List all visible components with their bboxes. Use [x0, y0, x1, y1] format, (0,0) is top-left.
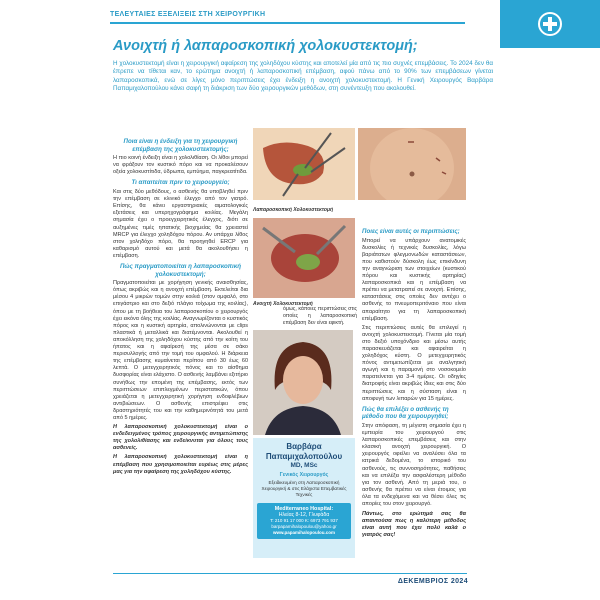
- question-indication: Ποια είναι η ένδειξη για τη χειρουργική επέμβαση της χολοκυστεκτομής;: [123, 138, 238, 153]
- left-column: [113, 135, 248, 478]
- closing-statement: Πάντως, στο ερώτημά σας θα απαντούσα πως η καλύτερη μέθοδος είναι αυτή που έχει πολύ καλά ο γιατρός σας!: [362, 511, 466, 539]
- section-tag: ΤΕΛΕΥΤΑΙΕΣ ΕΞΕΛΙΞΕΙΣ ΣΤΗ ΧΕΙΡΟΥΡΓΙΚΗ: [110, 11, 266, 18]
- answer-cases: Μπορεί να υπάρχουν ανατομικές δυσκολίες ή τεχνικές δυσκολίες, λόγω βαριάτατων φλεγμονωδών καταστάσεων, που καθιστούν δύσκολη έως επικίνδυνη την αναγνώριση των στοιχείων (κυστικού πόρου και κυστικής αρτηρίας) λαπαροσκοπικά και η επέμβαση να πρέπει να μετατραπεί σε ανοιχτή. Επίσης, καταστάσεις στις οποίες δεν αντέχει ο ασθενής το πνευμοπεριτόναιο που είναι απαραίτητο για τη λαπαροσκοπική επέμβαση.: [362, 237, 466, 322]
- doctor-role: Γενικός Χειρουργός: [279, 472, 329, 478]
- article-title: Ανοιχτή ή λαπαροσκοπική χολοκυστεκτομή;: [113, 38, 418, 54]
- issue-date: ΔΕΚΕΜΒΡΙΟΣ 2024: [397, 578, 468, 585]
- footer-rule: [113, 573, 467, 574]
- answer-indication: Η πιο κοινή ένδειξη είναι η χολολιθίαση. Οι λίθοι μπορεί να φράξουν τον κυστικό πόρο και να προκαλέσουν οξεία χολοκυστίτιδα, ύδρωπα, εμπύημα, παγκρεατίτιδα.: [113, 155, 248, 176]
- open-surgery-illustration: [253, 218, 355, 298]
- medical-cross-icon: [500, 0, 600, 48]
- doctor-contact: [257, 503, 351, 539]
- answer-laparoscopic: Πραγματοποιείται με χορήγηση γενικής αναισθησίας, όπως ακριβώς και η ανοιχτή επέμβαση. Εκτελείται δια μέσου 4 μικρών τομών στην κοιλιά (στον ομφαλό, στο επιγάστριο και στο δεξιό πλάγιο τοίχωμα της κοιλίας), όπου με τη βοήθεια του λαπαροσκοπίου ο χειρουργός έχει εικόνα όλης της κοιλίας. Αναγνωρίζονται ο κυστικός πόρος και η κυστική αρτηρία, απολινώνονται με clips πλαστικά ή μεταλλικά και διατέμνονται. Ακολουθεί η αποκόλληση της χοληδόχου κύστης από την κοίτη του ήπατος και η αφαίρεσή της μέσα σε σάκο περισυλλογής από την τομή του ομφαλού. Η διάρκεια της επέμβασης κυμαίνεται περίπου από 30 έως 60 λεπτά. Ο μετεγχειρητικός πόνος και το αίσθημα δυσφορίας είναι ελάχιστο. Ο ασθενής λαμβάνει εξιτήριο συνήθως την επομένη της επέμβασης, εκτός των περιπτώσεων επιπλεγμένων περιστατικών, όπου χρειάζεται η μετεγχειρητική χορήγηση ενδοφλέβιων αντιβιώσεων. Ο ασθενής επιστρέφει στις δραστηριότητές του και την καθημερινότητά του μετά από 5 ημέρες.: [113, 280, 248, 421]
- section-tag-rule: [110, 22, 465, 24]
- question-preop: Τι απαιτείται πριν το χειρουργείο;: [131, 179, 230, 187]
- phone-line: T: 210 91 17 000 K: 6973 791 937: [270, 518, 338, 523]
- answer-choice: Στην απόφαση, τη μέγιστη σημασία έχει η εμπειρία του χειρουργού στις λαπαροσκοπικές επεμβάσεις και στην κλασική ανοιχτή χειρουργική. Ο χειρουργός οφείλει να αναλύσει όλα τα ιατρικά δεδομένα, το ιστορικό του ασθενούς, τις συννοσηρότητες, παθήσεις και να επιλέξει την ασφαλέστερη μέθοδο για τον ασθενή. Από τη μεριά του, ο ασθενής θα πρέπει να είναι έτοιμος για όλα τα ενδεχόμενα και να θέσει όλες τις απορίες του στον χειρουργό.: [362, 422, 466, 507]
- mid-column-text: όμως, κάποιες περιπτώσεις στις οποίες η λαπαροσκοπική επέμβαση δεν είναι εφικτή.: [283, 306, 357, 326]
- answer-preop: Και στις δύο μεθόδους, ο ασθενής θα υποβληθεί πριν την επέμβαση σε κλινικό έλεγχο από τον γιατρό. Επίσης, θα κάνει εργαστηριακές αιματολογικές εξετάσεις και υπερηχογράφημα κοιλίας. Μεγάλη σημασία έχει ο προεγχειρητικός έλεγχος, διότι σε αυξημένες τιμές ηπατικής βιοχημείας θα χρειαστεί MRCP για έλεγχο χοληδόχου πόρου. Αν υπάρχει λίθος στον χοληδόχο πόρο, θα προηγηθεί ERCP για καθαρισμό αυτού και μετά θα ακολουθήσει η επέμβαση.: [113, 189, 248, 259]
- right-column: [362, 225, 466, 541]
- answer-laparoscopic-b: Η λαπαροσκοπική χολοκυστεκτομή είναι ο ενδεδειγμένος τρόπος χειρουργικής αντιμετώπισης της χολολιθίασης και ενδείκνυται για όλους τους ασθενείς.: [113, 424, 248, 452]
- hospital-name: Mediterraneo Hospital:: [274, 506, 334, 512]
- open-caption: Ανοιχτή Χολοκυστεκτομή: [253, 301, 313, 307]
- doctor-name: Βαρβάρα Παπαμιχαλοπούλου: [265, 442, 343, 461]
- answer-laparoscopic-c: Η λαπαροσκοπική χολοκυστεκτομή είναι η επέμβαση που χρησιμοποιείται ευρέως στις μέρες μας για την αφαίρεση της χοληδόχου κύστης.: [113, 454, 248, 475]
- hospital-address: Ηλείας 8-12, Γλυφάδα: [278, 512, 330, 518]
- article-lead: Η χολοκυστεκτομή είναι η χειρουργική αφαίρεση της χοληδόχου κύστης και αποτελεί μία από τις πιο συχνές επεμβάσεις. Το 2024 δεν θα έπρεπε να τίθεται καν, το ερώτημα ανοιχτή ή λαπαροσκοπική επέμβαση, αφού πάνω από το 90% των επεμβάσεων γίνεται λαπαροσκοπικά, ενώ σε λίγες μόνο περιπτώσεις έχει ένδειξη η ανοιχτή χολοκυστεκτομή. Η Γενική Χειρουργός Βαρβάρα Παπαμιχαλοπούλου κάνει σαφή τη διάκριση των δύο χειρουργικών μεθόδων, στη συνέντευξη που ακολουθεί.: [113, 60, 493, 93]
- website-link[interactable]: www.papamihalopoulou.com: [272, 530, 336, 535]
- answer-cases-b: Στις περιπτώσεις αυτές θα επιλεγεί η ανοιχτή χολοκυστεκτομή. Γίνεται μία τομή στο δεξιό υποχόνδριο και μέσω αυτής παρασκευάζεται και αφαιρείται η χοληδόχος κύστη. Ο μετεγχειρητικός πόνος αντιμετωπίζεται με αναλγητική αγωγή και η παραμονή στο νοσοκομείο παρατείνεται για 3-4 ημέρες. Οι οδηγίες διατροφής είναι ακριβώς ίδιες και στις δύο περιπτώσεις και η σύσταση είναι η αποφυγή των λιπαρών για 15 ημέρες.: [362, 324, 466, 402]
- question-cases: Ποιες είναι αυτές οι περιπτώσεις;: [362, 228, 460, 235]
- doctor-specialization: Εξειδικευμένη στη Λαπαροσκοπική Χειρουργική & στις Ελάχιστα Επεμβατικές Τεχνικές: [261, 480, 347, 497]
- doctor-portrait: [253, 330, 353, 435]
- laparoscopic-illustration: [253, 128, 355, 200]
- doctor-info-box: [253, 438, 355, 558]
- question-choice: Πώς θα επιλέξει ο ασθενής τη μέθοδο που θα χειρουργηθεί;: [362, 405, 449, 421]
- abdomen-photo-scars: [358, 128, 466, 200]
- laparoscopic-caption: Λαπαροσκοπική Χολοκυστεκτομή: [253, 207, 334, 213]
- doctor-credentials: MD, MSc: [290, 462, 318, 469]
- email-link[interactable]: barpapamihalopoulou@yahoo.gr: [271, 524, 337, 529]
- question-laparoscopic: Πώς πραγματοποιείται η λαπαροσκοπική χολοκυστεκτομή;: [119, 263, 242, 278]
